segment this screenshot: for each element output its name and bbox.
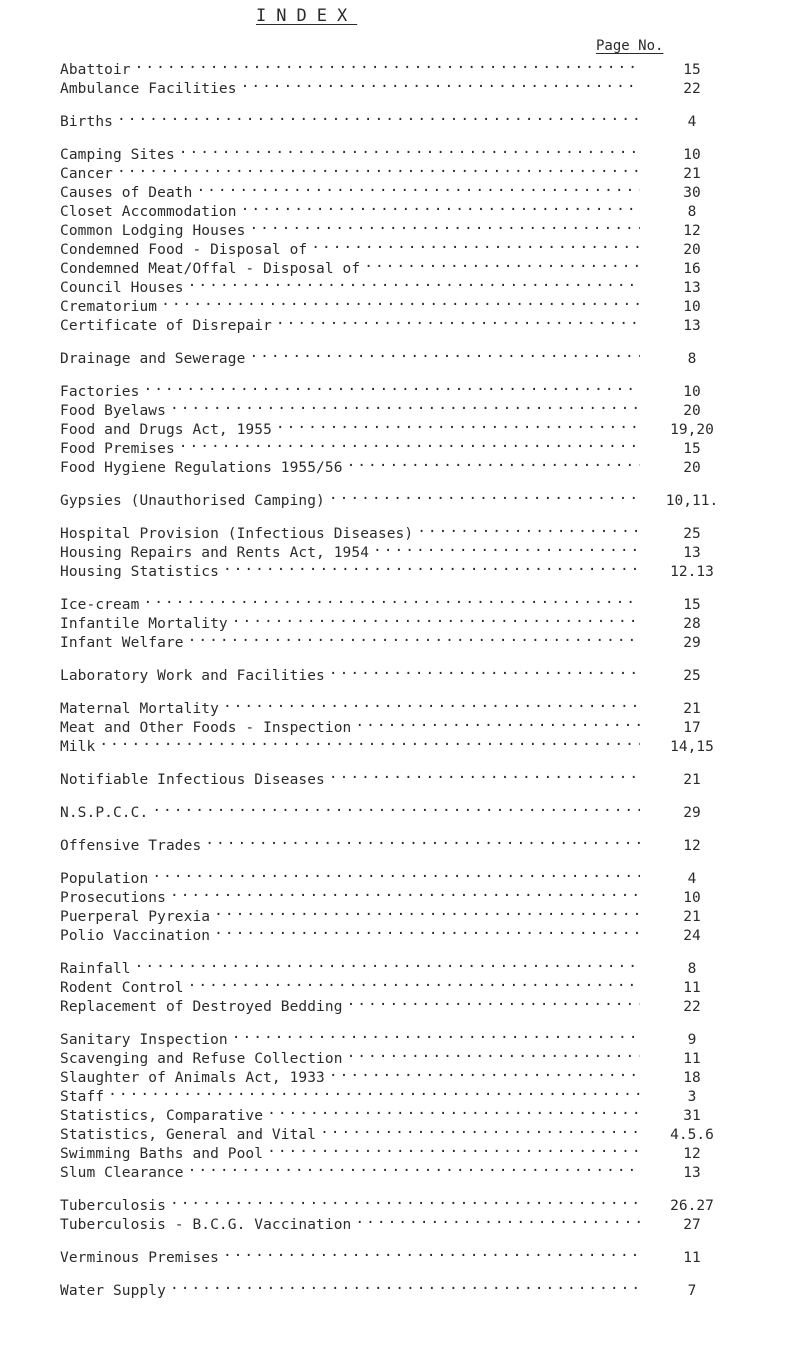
index-entry — [60, 765, 740, 788]
entry-page-number: 4 — [687, 871, 697, 887]
index-entry — [60, 883, 740, 906]
entry-label: Infant Welfare — [60, 635, 184, 651]
dot-leader — [267, 1139, 640, 1158]
entry-label: Infantile Mortality — [60, 616, 228, 632]
index-entry — [60, 732, 740, 755]
dot-leader — [276, 415, 640, 434]
index-entry — [60, 344, 740, 367]
entry-page-number: 12 — [683, 1146, 701, 1162]
index-entry — [60, 954, 740, 977]
entry-label: Food Byelaws — [60, 403, 166, 419]
entry-label: Tuberculosis - B.C.G. Vaccination — [60, 1217, 352, 1233]
index-entry — [60, 74, 740, 97]
dot-leader — [214, 921, 640, 940]
entry-page-number: 15 — [683, 597, 701, 613]
dot-leader — [232, 609, 640, 628]
dot-leader — [170, 1276, 640, 1295]
dot-leader — [355, 1210, 640, 1229]
index-group — [60, 1276, 740, 1299]
entry-label: Housing Statistics — [60, 564, 219, 580]
entry-label: Notifiable Infectious Diseases — [60, 772, 325, 788]
index-group — [60, 377, 740, 476]
entry-page-number: 13 — [683, 318, 701, 334]
dot-leader — [276, 311, 640, 330]
entry-page-number: 26.27 — [670, 1198, 714, 1214]
dot-leader — [117, 107, 640, 126]
entry-label: Abattoir — [60, 62, 131, 78]
index-group — [60, 140, 740, 334]
entry-page-number: 12.13 — [670, 564, 714, 580]
dot-leader — [170, 396, 640, 415]
entry-label: Tuberculosis — [60, 1198, 166, 1214]
dot-leader — [329, 765, 640, 784]
dot-leader — [188, 973, 640, 992]
index-entry — [60, 486, 740, 509]
entry-label: Food Hygiene Regulations 1955/56 — [60, 460, 343, 476]
page-number-header-text: Page No. — [596, 38, 664, 54]
index-entries — [60, 55, 740, 1309]
entry-page-number: 9 — [687, 1032, 697, 1048]
index-entry — [60, 864, 740, 887]
entry-page-number: 28 — [683, 616, 701, 632]
index-group — [60, 954, 740, 1015]
index-entry — [60, 159, 740, 182]
dot-leader — [249, 216, 640, 235]
entry-label: Housing Repairs and Rents Act, 1954 — [60, 545, 370, 561]
page-title: INDEX — [256, 6, 358, 26]
index-entry — [60, 661, 740, 684]
entry-label: Milk — [60, 739, 96, 755]
entry-page-number: 14,15 — [670, 739, 714, 755]
index-group — [60, 1243, 740, 1266]
dot-leader — [188, 628, 640, 647]
index-entry — [60, 1276, 740, 1299]
entry-label: Food and Drugs Act, 1955 — [60, 422, 272, 438]
entry-label: Population — [60, 871, 149, 887]
index-entry — [60, 798, 740, 821]
entry-page-number: 16 — [683, 261, 701, 277]
dot-leader — [135, 954, 640, 973]
entry-page-number: 22 — [683, 999, 701, 1015]
entry-label: Rodent Control — [60, 980, 184, 996]
index-entry — [60, 1191, 740, 1214]
index-entry — [60, 311, 740, 334]
entry-page-number: 8 — [687, 204, 697, 220]
entry-page-number: 20 — [683, 460, 701, 476]
entry-label: Common Lodging Houses — [60, 223, 246, 239]
dot-leader — [223, 694, 640, 713]
index-entry — [60, 55, 740, 78]
dot-leader — [329, 486, 640, 505]
entry-label: Factories — [60, 384, 140, 400]
entry-label: Ambulance Facilities — [60, 81, 237, 97]
entry-label: Drainage and Sewerage — [60, 351, 246, 367]
entry-label: Rainfall — [60, 961, 131, 977]
dot-leader — [241, 74, 640, 93]
dot-leader — [417, 519, 640, 538]
entry-page-number: 21 — [683, 701, 701, 717]
dot-leader — [170, 1191, 640, 1210]
entry-page-number: 8 — [687, 351, 697, 367]
dot-leader — [223, 557, 640, 576]
dot-leader — [267, 1101, 640, 1120]
entry-page-number: 30 — [683, 185, 701, 201]
entry-label: Maternal Mortality — [60, 701, 219, 717]
dot-leader — [232, 1025, 640, 1044]
entry-label: Replacement of Destroyed Bedding — [60, 999, 343, 1015]
dot-leader — [373, 538, 640, 557]
dot-leader — [241, 197, 640, 216]
entry-page-number: 25 — [683, 526, 701, 542]
entry-label: Offensive Trades — [60, 838, 202, 854]
dot-leader — [196, 178, 640, 197]
entry-label: Puerperal Pyrexia — [60, 909, 211, 925]
entry-page-number: 21 — [683, 166, 701, 182]
dot-leader — [152, 798, 640, 817]
entry-label: Births — [60, 114, 113, 130]
index-group — [60, 344, 740, 367]
entry-page-number: 10,11. — [665, 493, 719, 509]
entry-label: Polio Vaccination — [60, 928, 211, 944]
index-group — [60, 1191, 740, 1233]
entry-label: N.S.P.C.C. — [60, 805, 149, 821]
entry-page-number: 21 — [683, 909, 701, 925]
entry-label: Statistics, Comparative — [60, 1108, 264, 1124]
entry-label: Causes of Death — [60, 185, 193, 201]
entry-page-number: 15 — [683, 441, 701, 457]
dot-leader — [223, 1243, 640, 1262]
dot-leader — [347, 1044, 640, 1063]
dot-leader — [364, 254, 640, 273]
entry-page-number: 10 — [683, 147, 701, 163]
index-entry — [60, 1243, 740, 1266]
dot-leader — [117, 159, 640, 178]
entry-page-number: 12 — [683, 838, 701, 854]
entry-page-number: 11 — [683, 1051, 701, 1067]
index-entry — [60, 140, 740, 163]
index-entry — [60, 1101, 740, 1124]
dot-leader — [152, 864, 640, 883]
entry-label: Slum Clearance — [60, 1165, 184, 1181]
dot-leader — [311, 235, 640, 254]
index-group — [60, 107, 740, 130]
index-entry — [60, 609, 740, 632]
index-group — [60, 519, 740, 580]
dot-leader — [249, 344, 640, 363]
index-entry — [60, 1025, 740, 1048]
index-group — [60, 694, 740, 755]
entry-label: Crematorium — [60, 299, 158, 315]
index-group — [60, 486, 740, 509]
dot-leader — [188, 273, 640, 292]
index-entry — [60, 694, 740, 717]
entry-page-number: 11 — [683, 980, 701, 996]
entry-label: Certificate of Disrepair — [60, 318, 272, 334]
entry-label: Water Supply — [60, 1283, 166, 1299]
index-group — [60, 798, 740, 821]
entry-page-number: 17 — [683, 720, 701, 736]
dot-leader — [99, 732, 640, 751]
entry-page-number: 4 — [687, 114, 697, 130]
dot-leader — [135, 55, 640, 74]
entry-page-number: 27 — [683, 1217, 701, 1233]
index-group — [60, 864, 740, 944]
index-entry — [60, 519, 740, 542]
entry-page-number: 13 — [683, 1165, 701, 1181]
entry-page-number: 13 — [683, 545, 701, 561]
entry-label: Condemned Food - Disposal of — [60, 242, 308, 258]
index-entry — [60, 831, 740, 854]
index-group — [60, 831, 740, 854]
index-group — [60, 55, 740, 97]
entry-page-number: 10 — [683, 384, 701, 400]
index-entry — [60, 178, 740, 201]
page-number-column-header — [596, 38, 663, 54]
entry-label: Camping Sites — [60, 147, 175, 163]
index-entry — [60, 590, 740, 613]
entry-page-number: 4.5.6 — [670, 1127, 714, 1143]
dot-leader — [214, 902, 640, 921]
entry-page-number: 10 — [683, 890, 701, 906]
entry-label: Gypsies (Unauthorised Camping) — [60, 493, 325, 509]
index-entry — [60, 292, 740, 315]
entry-label: Food Premises — [60, 441, 175, 457]
dot-leader — [188, 1158, 640, 1177]
entry-page-number: 19,20 — [670, 422, 714, 438]
entry-label: Staff — [60, 1089, 105, 1105]
entry-label: Council Houses — [60, 280, 184, 296]
index-entry — [60, 973, 740, 996]
entry-label: Statistics, General and Vital — [60, 1127, 317, 1143]
entry-page-number: 24 — [683, 928, 701, 944]
dot-leader — [355, 713, 640, 732]
index-group — [60, 590, 740, 651]
entry-page-number: 31 — [683, 1108, 701, 1124]
dot-leader — [170, 883, 640, 902]
entry-page-number: 12 — [683, 223, 701, 239]
entry-page-number: 20 — [683, 242, 701, 258]
entry-label: Prosecutions — [60, 890, 166, 906]
dot-leader — [205, 831, 640, 850]
dot-leader — [143, 377, 640, 396]
entry-label: Ice-cream — [60, 597, 140, 613]
dot-leader — [347, 992, 640, 1011]
dot-leader — [329, 661, 640, 680]
dot-leader — [179, 140, 640, 159]
entry-label: Verminous Premises — [60, 1250, 219, 1266]
index-entry — [60, 1082, 740, 1105]
entry-page-number: 3 — [687, 1089, 697, 1105]
entry-page-number: 29 — [683, 805, 701, 821]
index-entry — [60, 107, 740, 130]
entry-page-number: 21 — [683, 772, 701, 788]
entry-label: Laboratory Work and Facilities — [60, 668, 325, 684]
entry-page-number: 13 — [683, 280, 701, 296]
dot-leader — [161, 292, 640, 311]
entry-page-number: 10 — [683, 299, 701, 315]
index-entry — [60, 396, 740, 419]
entry-page-number: 11 — [683, 1250, 701, 1266]
dot-leader — [320, 1120, 640, 1139]
dot-leader — [347, 453, 640, 472]
entry-page-number: 7 — [687, 1283, 697, 1299]
entry-label: Cancer — [60, 166, 113, 182]
dot-leader — [143, 590, 640, 609]
entry-page-number: 22 — [683, 81, 701, 97]
entry-page-number: 29 — [683, 635, 701, 651]
entry-page-number: 15 — [683, 62, 701, 78]
index-entry — [60, 377, 740, 400]
entry-label: Condemned Meat/Offal - Disposal of — [60, 261, 361, 277]
index-group — [60, 661, 740, 684]
entry-label: Meat and Other Foods - Inspection — [60, 720, 352, 736]
entry-label: Slaughter of Animals Act, 1933 — [60, 1070, 325, 1086]
dot-leader — [329, 1063, 640, 1082]
dot-leader — [108, 1082, 640, 1101]
entry-page-number: 20 — [683, 403, 701, 419]
entry-page-number: 18 — [683, 1070, 701, 1086]
entry-label: Closet Accommodation — [60, 204, 237, 220]
entry-page-number: 8 — [687, 961, 697, 977]
entry-label: Swimming Baths and Pool — [60, 1146, 264, 1162]
entry-label: Scavenging and Refuse Collection — [60, 1051, 343, 1067]
entry-page-number: 25 — [683, 668, 701, 684]
index-group — [60, 1025, 740, 1181]
dot-leader — [179, 434, 640, 453]
entry-label: Hospital Provision (Infectious Diseases) — [60, 526, 414, 542]
index-group — [60, 765, 740, 788]
entry-label: Sanitary Inspection — [60, 1032, 228, 1048]
